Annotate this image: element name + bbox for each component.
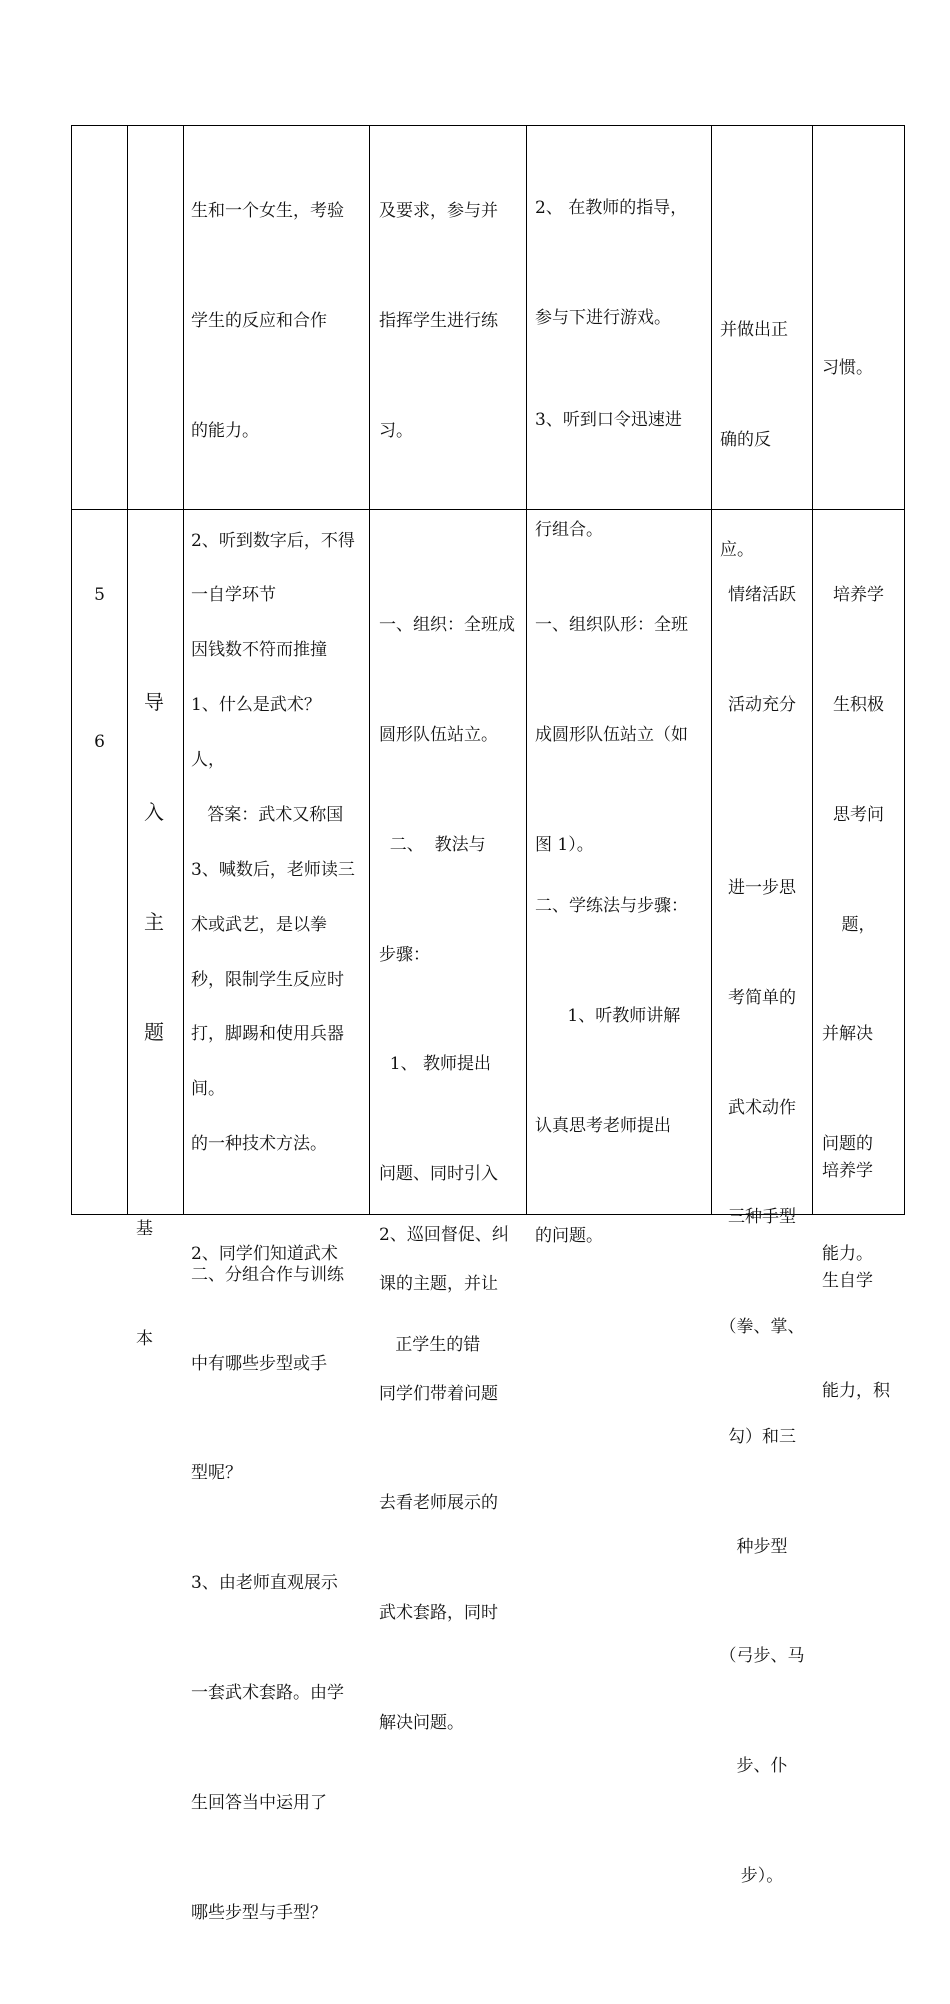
- content-line: 答案：武术又称国: [191, 804, 344, 825]
- row2-student-cell-lower: [535, 815, 688, 1327]
- intent-line: 思考问: [833, 804, 884, 825]
- goal-line: 武术动作: [728, 1097, 796, 1118]
- intent-line: 培养学: [822, 1161, 873, 1182]
- goal-line: 并做出正: [720, 320, 788, 341]
- teacher-line: 及要求，参与并: [379, 201, 498, 222]
- content-line: 3、由老师直观展示: [191, 1573, 338, 1594]
- content-line: 1、什么是武术？: [191, 694, 321, 715]
- student-line: 图 1）。: [535, 834, 594, 855]
- student-line: 3、听到口令迅速进: [535, 410, 682, 431]
- student-line: 1、听教师讲解: [535, 1005, 681, 1026]
- teacher-line: 二、 教法与: [379, 834, 486, 855]
- content-line: 3、喊数后，老师读三: [191, 859, 355, 880]
- goal-line: 应。: [720, 539, 754, 560]
- row2-content-cell-lower: [191, 1184, 344, 1367]
- student-line: 参与下进行游戏。: [535, 307, 671, 328]
- intent-line: 并解决: [822, 1024, 873, 1045]
- goal-line: 勾）和三: [728, 1426, 796, 1447]
- table-border: [183, 125, 184, 1215]
- phase-char: 入: [144, 799, 164, 824]
- phase-char: 基: [136, 1219, 153, 1240]
- teacher-line: 同学们带着问题: [379, 1383, 498, 1404]
- row1-teacher-cell: [379, 120, 498, 523]
- table-border: [904, 125, 905, 1215]
- goal-line: （拳、掌、: [719, 1317, 805, 1338]
- row2-teacher-cell-lower: [379, 1144, 509, 1437]
- goal-line: 确的反: [720, 429, 771, 450]
- phase-cell: [136, 611, 172, 1123]
- phase-char: 主: [144, 909, 164, 934]
- student-line: 成圆形队伍站立（如: [535, 724, 688, 745]
- content-line: 中有哪些步型或手: [191, 1353, 327, 1374]
- teacher-line: 圆形队伍站立。: [379, 724, 498, 745]
- goal-line: （弓步、马: [719, 1646, 805, 1667]
- intent-line: 生自学: [822, 1270, 873, 1291]
- student-line: 行组合。: [535, 519, 603, 540]
- teacher-line: 去看老师展示的: [379, 1493, 498, 1514]
- time-cell: [72, 0, 127, 752]
- content-line: 2、同学们知道武术: [191, 1243, 338, 1264]
- time-value: 6: [94, 732, 105, 752]
- content-line: 二、分组合作与训练: [191, 1265, 344, 1286]
- table-border: [71, 125, 72, 1215]
- teacher-line: 解决问题。: [379, 1713, 464, 1733]
- goal-line: 活动充分: [728, 694, 796, 715]
- intent-line: 题，: [841, 914, 876, 935]
- phase-cell-lower: [136, 1138, 168, 1431]
- teacher-line: 2、巡回督促、纠: [379, 1225, 509, 1246]
- content-line: 打，脚踢和使用兵器: [191, 1024, 344, 1045]
- time-value: 5: [94, 585, 105, 605]
- content-line: 人，: [191, 750, 225, 771]
- teacher-line: 课的主题，并让: [379, 1273, 498, 1294]
- teacher-line: 武术套路，同时: [379, 1603, 498, 1624]
- table-border: [526, 125, 527, 1215]
- content-line: 的一种技术方法。: [191, 1134, 327, 1155]
- goal-line: 情绪活跃: [728, 585, 796, 606]
- teacher-line: 步骤：: [379, 944, 430, 965]
- content-line: 学生的反应和合作: [191, 310, 327, 331]
- content-line: 一自学环节: [191, 585, 276, 606]
- phase-char: 题: [144, 1019, 164, 1044]
- content-line: 哪些步型与手型？: [191, 1902, 327, 1923]
- teacher-line: 正学生的错: [379, 1334, 481, 1355]
- teacher-line: 习。: [379, 420, 413, 441]
- goal-line: 步）。: [740, 1865, 784, 1886]
- content-line: 生回答当中运用了: [191, 1792, 327, 1813]
- table-border: [127, 125, 128, 1215]
- intent-line: 培养学: [833, 585, 884, 606]
- goal-line: 种步型: [736, 1536, 788, 1557]
- content-line: 一套武术套路。由学: [191, 1683, 344, 1703]
- intent-line: 能力，积: [822, 1380, 890, 1401]
- table-border: [369, 125, 370, 1215]
- teacher-line: 一、组织：全班成: [379, 615, 515, 636]
- goal-line: 进一步思: [728, 877, 796, 898]
- goal-line: 步、仆: [736, 1756, 788, 1777]
- student-line: 一、组织队形：全班: [535, 615, 688, 636]
- phase-char: 本: [136, 1328, 153, 1349]
- student-line: 的问题。: [535, 1225, 603, 1246]
- content-line: 秒，限制学生反应时: [191, 969, 344, 990]
- phase-char: 导: [144, 690, 164, 715]
- teacher-line: 问题、同时引入: [379, 1164, 498, 1185]
- intent-line: 习惯。: [822, 358, 873, 379]
- content-line: 因钱数不符而推撞: [191, 640, 327, 661]
- content-line: 术或武艺，是以拳: [191, 914, 327, 935]
- intent-line: 能力。: [822, 1243, 873, 1264]
- teacher-line: 1、 教师提出: [379, 1054, 492, 1075]
- student-line: 二、学练法与步骤：: [535, 896, 688, 917]
- row1-intent-cell: [822, 277, 873, 460]
- content-line: 生和一个女生，考验: [191, 201, 344, 222]
- goal-line: 考简单的: [728, 987, 796, 1008]
- content-line: 间。: [191, 1079, 225, 1100]
- intent-line: 生积极: [833, 694, 884, 715]
- row2-intent-cell-lower: [822, 1080, 890, 1483]
- content-line: 2、听到数字后，不得: [191, 530, 355, 551]
- content-line: 型呢？: [191, 1463, 242, 1484]
- row2-goal-cell: [712, 504, 812, 1968]
- intent-line: 问题的: [822, 1134, 873, 1155]
- student-line: 认真思考老师提出: [535, 1115, 671, 1136]
- teacher-line: 指挥学生进行练: [379, 310, 498, 331]
- content-line: 的能力。: [191, 420, 259, 441]
- goal-line: 三种手型: [728, 1207, 796, 1228]
- student-line: 2、 在教师的指导，: [535, 198, 688, 219]
